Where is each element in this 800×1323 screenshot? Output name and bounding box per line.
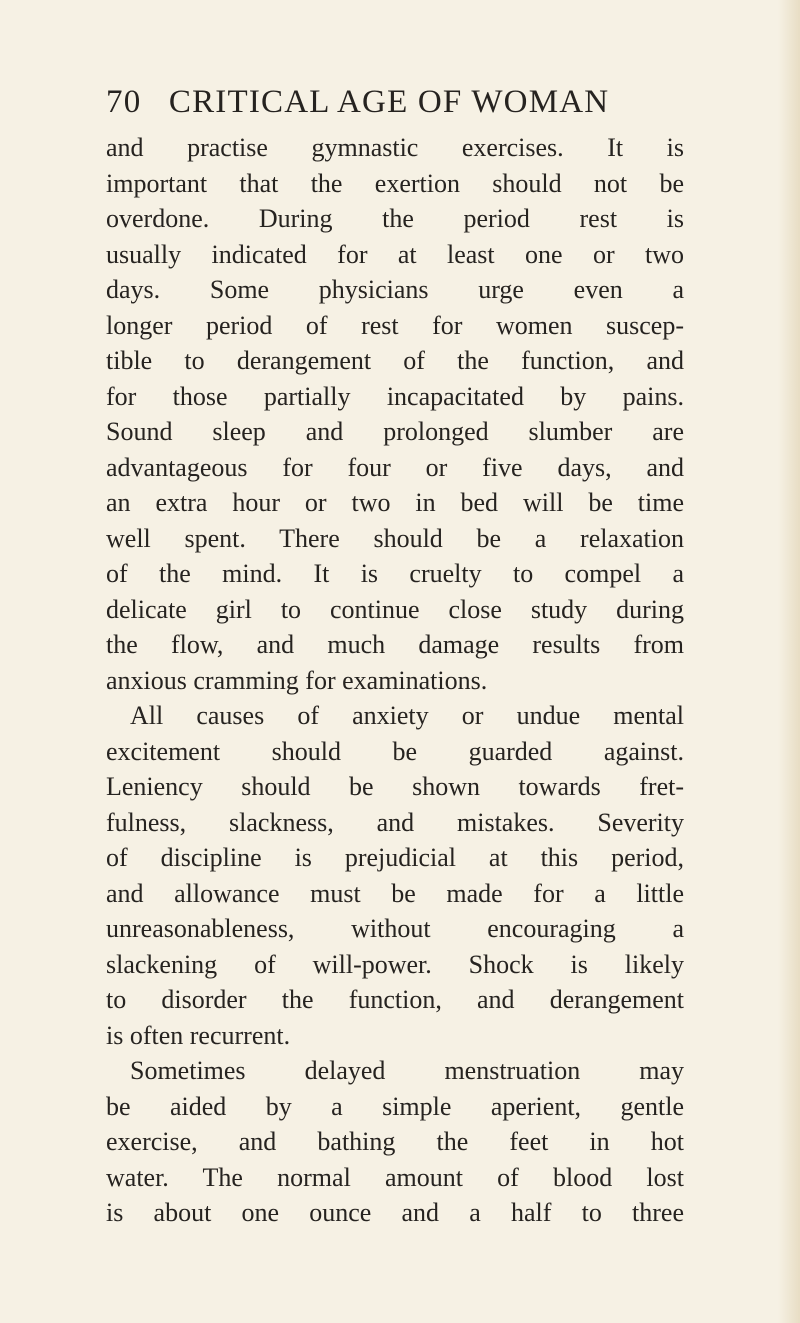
text-line: longer period of rest for women suscep-	[106, 310, 684, 340]
paragraph-start-line: Sometimes delayed menstruation may	[130, 1056, 684, 1085]
text-line: of discipline is prejudicial at this period,	[106, 843, 684, 872]
text-line: is often recurrent.	[106, 1020, 291, 1050]
text-line: important that the exertion should not be	[106, 168, 684, 198]
text-line: delicate girl to continue close study during	[106, 594, 684, 624]
text-line: is about one ounce and a half to three	[106, 1198, 684, 1227]
text-line: unreasonableness, without encouraging a	[106, 914, 684, 943]
text-line: days. Some physicians urge even a	[106, 275, 684, 304]
text-line: and practise gymnastic exercises. It is	[106, 133, 684, 162]
text-line: Sound sleep and prolonged slumber are	[106, 417, 684, 446]
page-edge-shadow	[778, 0, 800, 1323]
text-line: be aided by a simple aperient, gentle	[106, 1091, 684, 1121]
text-line: the flow, and much damage results from	[106, 630, 684, 659]
text-line: overdone. During the period rest is	[106, 204, 684, 233]
text-line: anxious cramming for examinations.	[106, 665, 488, 695]
text-line: fulness, slackness, and mistakes. Severity	[106, 807, 684, 837]
text-line: usually indicated for at least one or two	[106, 239, 684, 269]
text-line: exercise, and bathing the feet in hot	[106, 1127, 684, 1156]
text-line: advantageous for four or five days, and	[106, 452, 684, 482]
page-number: 70	[106, 84, 142, 120]
text-line: to disorder the function, and derangement	[106, 985, 684, 1014]
text-line: slackening of will-power. Shock is likely	[106, 949, 684, 979]
paragraph-start-line: All causes of anxiety or undue mental	[130, 701, 684, 730]
text-line: for those partially incapacitated by pains.	[106, 381, 684, 411]
text-line: tible to derangement of the function, and	[106, 346, 684, 375]
text-line: excitement should be guarded against.	[106, 736, 684, 766]
text-line: of the mind. It is cruelty to compel a	[106, 559, 684, 588]
text-line: well spent. There should be a relaxation	[106, 523, 684, 553]
running-header	[106, 82, 706, 122]
text-line: and allowance must be made for a little	[106, 878, 684, 908]
text-line: water. The normal amount of blood lost	[106, 1162, 684, 1192]
text-line: Leniency should be shown towards fret-	[106, 772, 684, 801]
body-text	[106, 130, 684, 1231]
text-line: an extra hour or two in bed will be time	[106, 488, 684, 517]
running-title: CRITICAL AGE OF WOMAN	[168, 84, 610, 120]
